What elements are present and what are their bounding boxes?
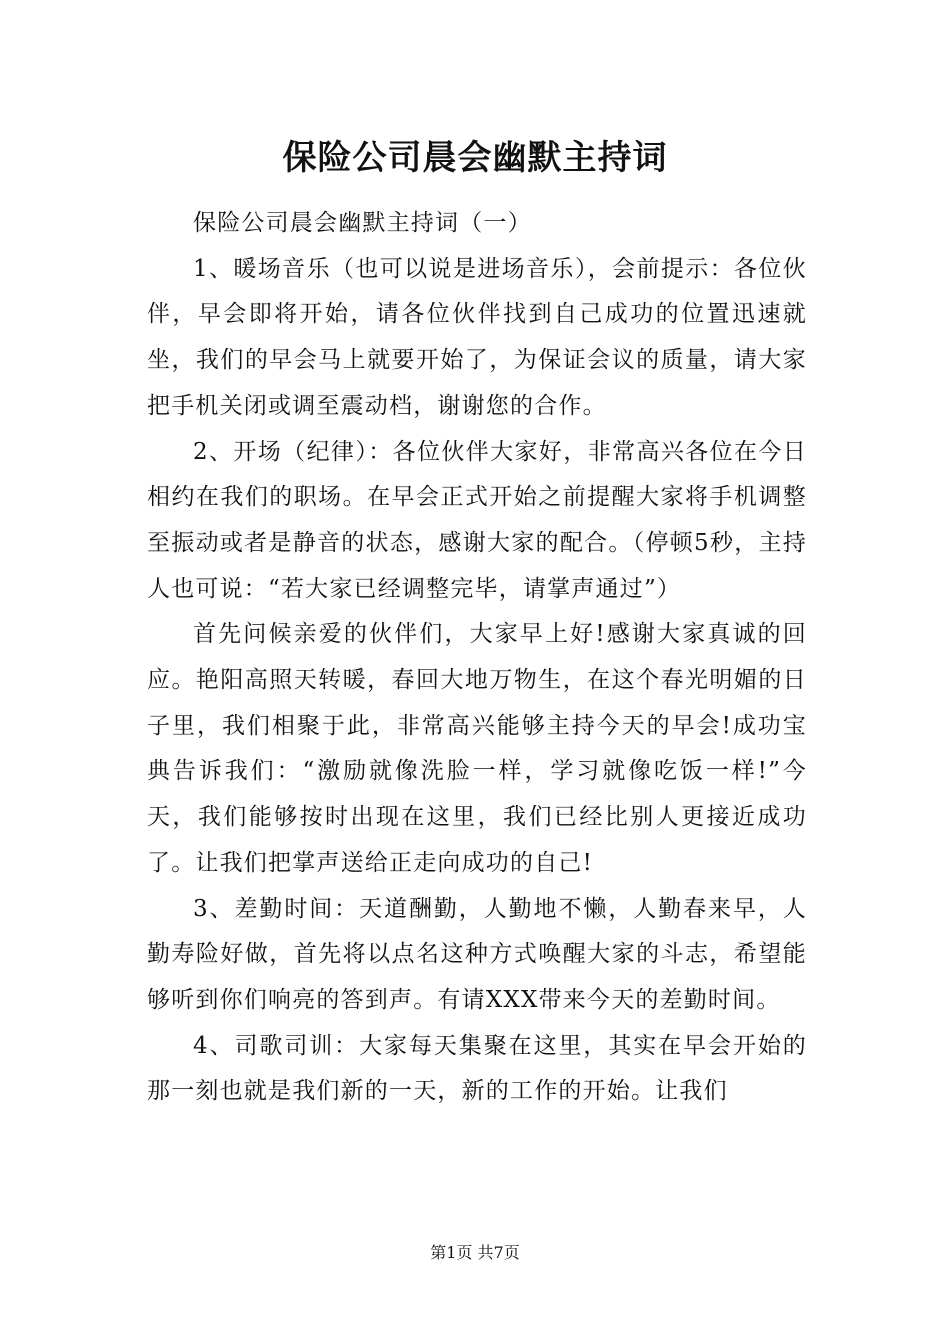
paragraph-subtitle: 保险公司晨会幽默主持词（一） [193,210,532,236]
document-title: 保险公司晨会幽默主持词 [282,138,668,178]
paragraph-company-song: 4、司歌司训：大家每天集聚在这里，其实在早会开始的那一刻也就是我们新的一天，新的工作的开始。让我们 [147,1032,807,1105]
paragraph-opening: 2、开场（纪律）：各位伙伴大家好，非常高兴各位在今日相约在我们的职场。在早会正式开始之前提醒大家将手机调整至振动或者是静音的状态，感谢大家的配合。（停顿5秒，主持人也可说：“若大家已经调整完毕，请掌声通过”） [147,438,807,602]
document-body [147,201,807,1115]
paragraph-greeting: 首先问候亲爱的伙伴们，大家早上好!感谢大家真诚的回应。艳阳高照天转暖，春回大地万物生，在这个春光明媚的日子里，我们相聚于此，非常高兴能够主持今天的早会!成功宝典告诉我们：“激励就像洗脸一样，学习就像吃饭一样!”今天，我们能够按时出现在这里，我们已经比别人更接近成功了。让我们把掌声送给正走向成功的自己! [147,621,807,876]
paragraph-warmup-music: 1、暖场音乐（也可以说是进场音乐），会前提示：各位伙伴，早会即将开始，请各位伙伴找到自己成功的位置迅速就坐，我们的早会马上就要开始了，为保证会议的质量，请大家把手机关闭或调至震动档，谢谢您的合作。 [147,255,807,419]
page-footer: 第1页 共7页 [430,1243,520,1262]
paragraph-attendance: 3、差勤时间：天道酬勤，人勤地不懒，人勤春来早，人勤寿险好做，首先将以点名这种方式唤醒大家的斗志，希望能够听到你们响亮的答到声。有请XXX带来今天的差勤时间。 [147,895,807,1013]
